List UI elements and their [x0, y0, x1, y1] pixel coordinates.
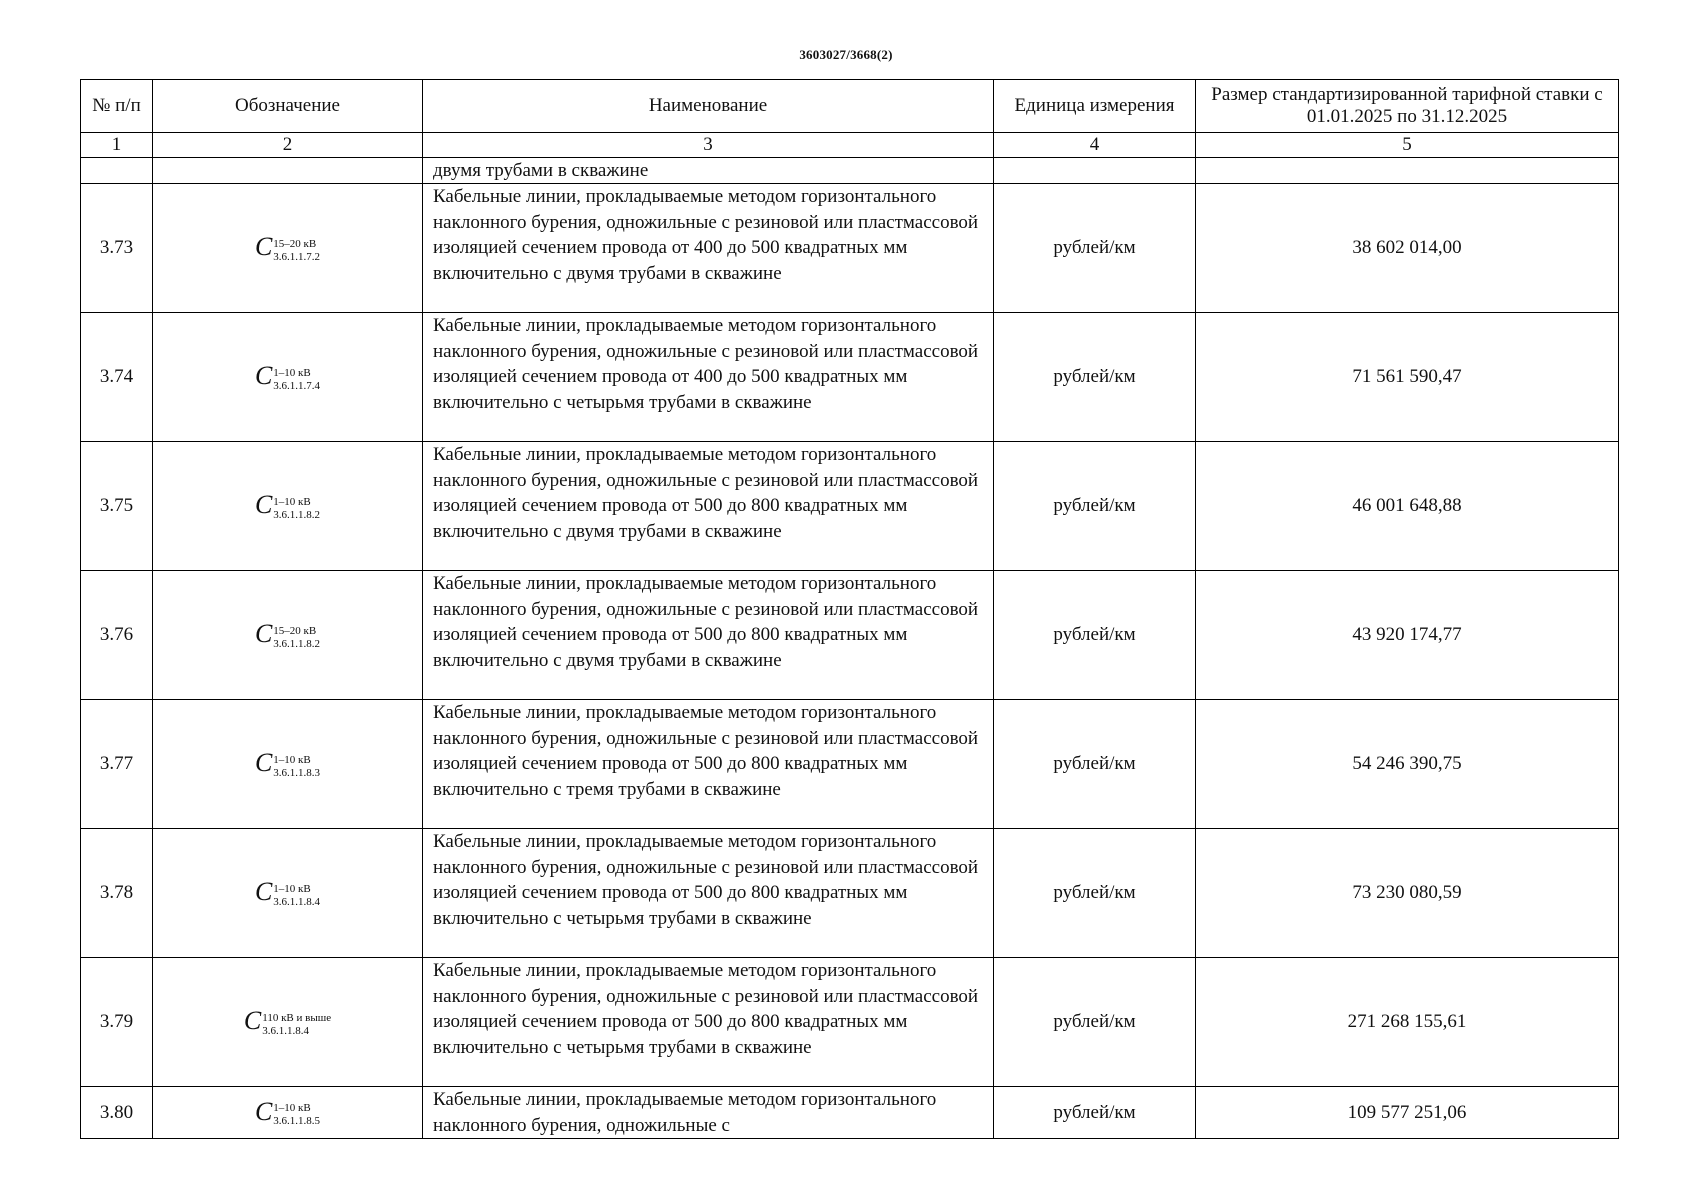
tariff-table [80, 79, 1619, 1139]
continuation-text: двумя трубами в скважине [423, 158, 994, 184]
continuation-row [81, 158, 1619, 184]
unit-of-measure: рублей/км [994, 442, 1196, 571]
voltage-class: 110 кВ и выше [262, 1011, 332, 1024]
designation-symbol [153, 313, 423, 442]
table-row [81, 700, 1619, 829]
designation-index: 3.6.1.1.8.2 [273, 508, 321, 521]
tariff-rate: 46 001 648,88 [1196, 442, 1619, 571]
symbol-letter: C [254, 490, 273, 520]
header-name: Наименование [423, 80, 994, 133]
item-name: Кабельные линии, прокладываемые методом горизонтального наклонного бурения, одножильные с резиновой или пластмассовой изоляцией сечением провода от 400 до 500 квадратных мм включительно с четырьмя трубами в скважине [423, 313, 994, 442]
row-number: 3.74 [81, 313, 153, 442]
tariff-rate: 73 230 080,59 [1196, 829, 1619, 958]
voltage-class: 15–20 кВ [273, 624, 317, 637]
header-row [81, 80, 1619, 133]
designation-symbol [153, 700, 423, 829]
tariff-rate: 43 920 174,77 [1196, 571, 1619, 700]
table-row [81, 1087, 1619, 1139]
item-name: Кабельные линии, прокладываемые методом горизонтального наклонного бурения, одножильные с резиновой или пластмассовой изоляцией сечением провода от 500 до 800 квадратных мм включительно с четырьмя трубами в скважине [423, 829, 994, 958]
document-number: 3603027/3668(2) [799, 47, 893, 62]
voltage-class: 1–10 кВ [273, 1102, 311, 1115]
table-row [81, 829, 1619, 958]
header-unit: Единица измерения [994, 80, 1196, 133]
voltage-class: 1–10 кВ [273, 882, 311, 895]
header-designation: Обозначение [153, 80, 423, 133]
row-number: 3.79 [81, 958, 153, 1087]
header-rate: Размер стандартизированной тарифной ставки с 01.01.2025 по 31.12.2025 [1196, 80, 1619, 133]
row-number: 3.73 [81, 184, 153, 313]
voltage-class: 1–10 кВ [273, 366, 311, 379]
unit-of-measure: рублей/км [994, 958, 1196, 1087]
row-number: 3.75 [81, 442, 153, 571]
designation-symbol [153, 442, 423, 571]
symbol-letter: C [243, 1006, 262, 1036]
designation-index: 3.6.1.1.7.4 [273, 379, 321, 392]
column-number: 5 [1196, 133, 1619, 158]
unit-of-measure: рублей/км [994, 184, 1196, 313]
unit-of-measure: рублей/км [994, 700, 1196, 829]
tariff-rate: 271 268 155,61 [1196, 958, 1619, 1087]
row-number: 3.76 [81, 571, 153, 700]
item-name: Кабельные линии, прокладываемые методом горизонтального наклонного бурения, одножильные с резиновой или пластмассовой изоляцией сечением провода от 500 до 800 квадратных мм включительно с четырьмя трубами в скважине [423, 958, 994, 1087]
designation-index: 3.6.1.1.8.2 [273, 637, 321, 650]
table-row [81, 442, 1619, 571]
unit-of-measure: рублей/км [994, 313, 1196, 442]
table-row [81, 571, 1619, 700]
row-number: 3.80 [81, 1087, 153, 1139]
table-row [81, 958, 1619, 1087]
voltage-class: 1–10 кВ [273, 495, 311, 508]
table-row [81, 313, 1619, 442]
symbol-letter: C [254, 748, 273, 778]
tariff-rate: 109 577 251,06 [1196, 1087, 1619, 1139]
symbol-letter: C [254, 619, 273, 649]
designation-symbol [153, 1087, 423, 1139]
item-name: Кабельные линии, прокладываемые методом горизонтального наклонного бурения, одножильные с резиновой или пластмассовой изоляцией сечением провода от 500 до 800 квадратных мм включительно с двумя трубами в скважине [423, 442, 994, 571]
unit-of-measure: рублей/км [994, 829, 1196, 958]
column-number: 2 [153, 133, 423, 158]
column-number-row [81, 133, 1619, 158]
designation-index: 3.6.1.1.8.4 [273, 895, 321, 908]
designation-symbol [153, 184, 423, 313]
row-number: 3.77 [81, 700, 153, 829]
designation-index: 3.6.1.1.8.4 [262, 1024, 309, 1037]
unit-of-measure: рублей/км [994, 571, 1196, 700]
voltage-class: 15–20 кВ [273, 237, 317, 250]
table-row [81, 184, 1619, 313]
designation-symbol [153, 571, 423, 700]
tariff-rate: 71 561 590,47 [1196, 313, 1619, 442]
voltage-class: 1–10 кВ [273, 753, 311, 766]
column-number: 1 [81, 133, 153, 158]
symbol-letter: C [254, 1096, 273, 1126]
symbol-letter: C [254, 232, 273, 262]
item-name: Кабельные линии, прокладываемые методом горизонтального наклонного бурения, одножильные с резиновой или пластмассовой изоляцией сечением провода от 500 до 800 квадратных мм включительно с тремя трубами в скважине [423, 700, 994, 829]
symbol-letter: C [254, 361, 273, 391]
item-name: Кабельные линии, прокладываемые методом горизонтального наклонного бурения, одножильные с [423, 1087, 994, 1139]
column-number: 4 [994, 133, 1196, 158]
column-number: 3 [423, 133, 994, 158]
header-number: № п/п [81, 80, 153, 133]
designation-symbol [153, 958, 423, 1087]
unit-of-measure: рублей/км [994, 1087, 1196, 1139]
designation-index: 3.6.1.1.8.3 [273, 766, 321, 779]
designation-symbol [153, 829, 423, 958]
row-number: 3.78 [81, 829, 153, 958]
symbol-letter: C [254, 877, 273, 907]
designation-index: 3.6.1.1.8.5 [273, 1115, 321, 1128]
item-name: Кабельные линии, прокладываемые методом горизонтального наклонного бурения, одножильные с резиновой или пластмассовой изоляцией сечением провода от 500 до 800 квадратных мм включительно с двумя трубами в скважине [423, 571, 994, 700]
tariff-rate: 54 246 390,75 [1196, 700, 1619, 829]
designation-index: 3.6.1.1.7.2 [273, 250, 321, 263]
tariff-rate: 38 602 014,00 [1196, 184, 1619, 313]
item-name: Кабельные линии, прокладываемые методом горизонтального наклонного бурения, одножильные с резиновой или пластмассовой изоляцией сечением провода от 400 до 500 квадратных мм включительно с двумя трубами в скважине [423, 184, 994, 313]
